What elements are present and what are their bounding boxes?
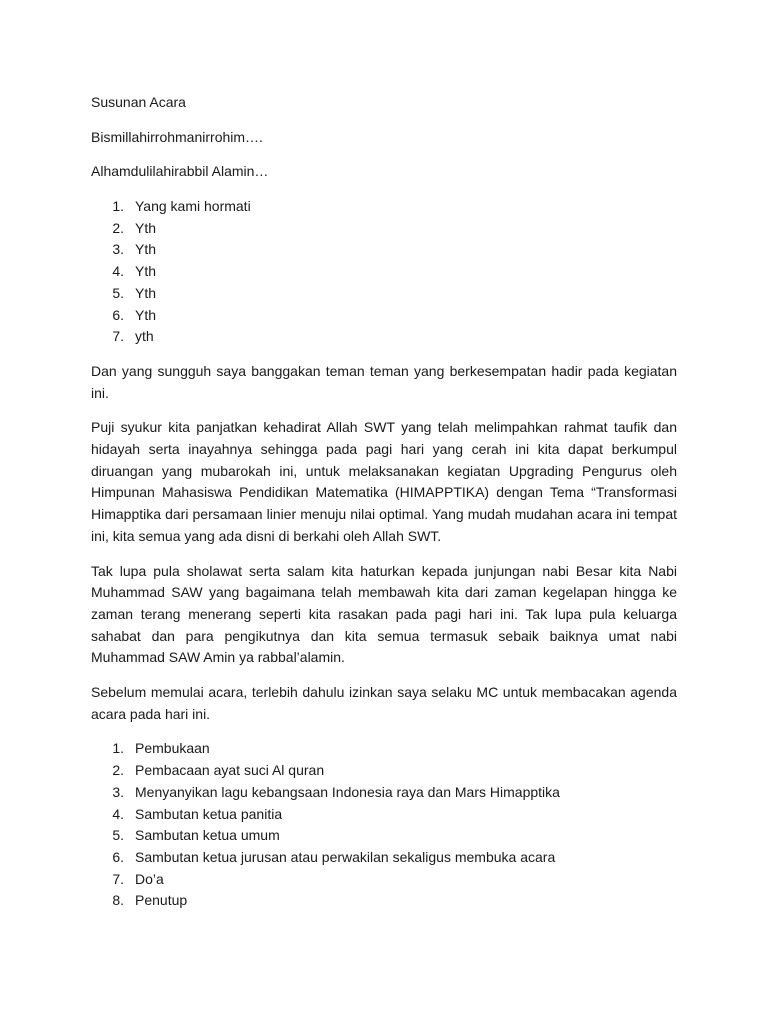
list-item-text: Yth	[135, 284, 157, 301]
list-item	[91, 196, 677, 218]
list-item	[91, 825, 677, 847]
list-number: 4.	[112, 805, 124, 822]
list-item	[91, 283, 677, 305]
list-item-text: Do’a	[135, 870, 164, 887]
list-item-text: Sambutan ketua panitia	[135, 805, 283, 822]
list-number: 6.	[112, 848, 124, 865]
paragraph-sholawat: Tak lupa pula sholawat serta salam kita haturkan kepada junjungan nabi Besar kita Nabi Muhammad SAW yang bagaimana telah membawah kita dari zaman kegelapan hingga ke zaman terang menerang seperti kita rasakan pada pagi hari ini. Tak lupa pula keluarga sahabat dan para pengikutnya dan kita semua termasuk sebaik baiknya umat nabi Muhammad SAW Amin ya rabbal’alamin.	[91, 562, 677, 666]
list-item-text: Yth	[135, 306, 157, 323]
list-number: 4.	[112, 263, 124, 280]
list-item	[91, 239, 677, 261]
list-number: 6.	[112, 306, 124, 323]
list-item-text: Sambutan ketua umum	[135, 827, 280, 844]
list-item	[91, 782, 677, 804]
list-number: 3.	[112, 241, 124, 258]
list-item-text: Yth	[135, 241, 157, 258]
list-item-text: Pembukaan	[135, 740, 210, 757]
list-item	[91, 869, 677, 891]
list-number: 8.	[112, 892, 124, 909]
list-number: 3.	[112, 783, 124, 800]
list-number: 5.	[112, 284, 124, 301]
list-number: 1.	[112, 740, 124, 757]
list-item	[91, 305, 677, 327]
list-item-text: Penutup	[135, 892, 188, 909]
list-item-text: Yth	[135, 219, 157, 236]
list-number: 7.	[112, 328, 124, 345]
list-item	[91, 804, 677, 826]
list-item	[91, 261, 677, 283]
agenda-list	[91, 738, 677, 912]
list-item-text: Yang kami hormati	[135, 198, 251, 215]
list-item	[91, 738, 677, 760]
opening-basmalah: Bismillahirrohmanirrohim….	[91, 128, 263, 145]
greetings-list	[91, 196, 677, 348]
list-item-text: Menyanyikan lagu kebangsaan Indonesia raya dan Mars Himapptika	[135, 783, 560, 800]
list-item	[91, 847, 677, 869]
list-number: 7.	[112, 870, 124, 887]
list-number: 2.	[112, 762, 124, 779]
list-item	[91, 890, 677, 912]
list-item	[91, 218, 677, 240]
list-item-text: Pembacaan ayat suci Al quran	[135, 762, 325, 779]
list-item-text: yth	[135, 328, 154, 345]
paragraph-gratitude: Puji syukur kita panjatkan kehadirat Allah SWT yang telah melimpahkan rahmat taufik dan hidayah serta inayahnya sehingga pada pagi hari yang cerah ini kita dapat berkumpul diruangan yang mubarokah ini, untuk melaksanakan kegiatan Upgrading Pengurus oleh Himpunan Mahasiswa Pendidikan Matematika (HIMAPPTIKA) dengan Tema “Transformasi Himapptika dari persamaan linier menuju nilai optimal. Yang mudah mudahan acara ini tempat ini, kita semua yang ada disni di berkahi oleh Allah SWT.	[91, 419, 677, 544]
document-title: Susunan Acara	[91, 94, 186, 110]
list-number: 2.	[112, 219, 124, 236]
paragraph-agenda-intro: Sebelum memulai acara, terlebih dahulu izinkan saya selaku MC untuk membacakan agenda acara pada hari ini.	[91, 684, 677, 722]
list-item	[91, 760, 677, 782]
list-item	[91, 326, 677, 348]
document-page	[91, 92, 677, 925]
list-item-text: Yth	[135, 263, 157, 280]
opening-hamdalah: Alhamdulilahirabbil Alamin…	[91, 163, 269, 180]
list-number: 1.	[112, 198, 124, 215]
list-item-text: Sambutan ketua jurusan atau perwakilan sekaligus membuka acara	[135, 848, 556, 865]
paragraph-welcome: Dan yang sungguh saya banggakan teman teman yang berkesempatan hadir pada kegiatan ini.	[91, 362, 677, 401]
list-number: 5.	[112, 827, 124, 844]
